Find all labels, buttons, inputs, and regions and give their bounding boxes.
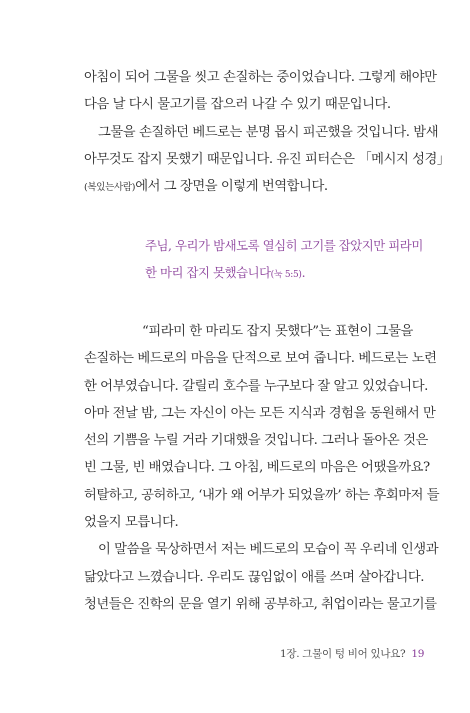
text-line: 손질하는 베드로의 마음을 단적으로 보여 줍니다. 베드로는 노련 [84,351,437,367]
scripture-quote [145,232,435,287]
text-line: 한 어부였습니다. 갈릴리 호수를 누구보다 잘 알고 있었습니다. [84,378,428,394]
text-line: 허탈하고, 공허하고, ‘내가 왜 어부가 되었을까’ 하는 후회마저 들 [84,487,440,503]
text-line: 다음 날 다시 물고기를 잡으러 나갈 수 있기 때문입니다. [84,97,391,113]
text-line: 빈 그물, 빈 배였습니다. 그 아침, 베드로의 마음은 어땠을까요? [84,460,430,476]
page-number: 19 [411,648,425,660]
text-line: 그물을 손질하던 베드로는 분명 몹시 피곤했을 것입니다. 밤새 [98,124,439,140]
chapter-title: 1장. 그물이 텅 비어 있나요? [280,648,406,660]
text-line: 선의 기쁨을 누릴 거라 기대했을 것입니다. 그러나 돌아온 것은 [84,433,428,449]
body-text-top [84,64,450,200]
text-line: 청년들은 진학의 문을 열기 위해 공부하고, 취업이라는 물고기를 [84,596,437,612]
text-line: “피라미 한 마리도 잡지 못했다”는 표현이 그물을 [142,324,413,339]
text-line: 었을지 모릅니다. [84,515,179,531]
scripture-reference: (눅 5:5) [270,270,302,281]
text-line: 아마 전날 밤, 그는 자신이 아는 모든 지식과 경험을 동원해서 만 [84,405,436,421]
publisher-note: (복있는사람) [84,182,136,194]
quote-line: 한 마리 잡지 못했습니다(눅 5:5). [145,265,306,281]
text-line: 이 말씀을 묵상하면서 저는 베드로의 모습이 꼭 우리네 인생과 [98,542,439,558]
text-line: 아무것도 잡지 못했기 때문입니다. 유진 피터슨은 「메시지 성경」 [84,151,450,167]
text-line: 아침이 되어 그물을 씻고 손질하는 중이었습니다. 그렇게 해야만 [84,70,437,85]
quote-line: 주님, 우리가 밤새도록 열심히 고기를 잡았지만 피라미 [145,238,423,253]
text-line: (복있는사람)에서 그 장면을 이렇게 번역합니다. [84,179,328,195]
text-line: 닮았다고 느꼈습니다. 우리도 끊임없이 애를 쓰며 살아갑니다. [84,569,425,585]
page-footer [280,646,424,661]
body-text-bottom [84,318,440,618]
